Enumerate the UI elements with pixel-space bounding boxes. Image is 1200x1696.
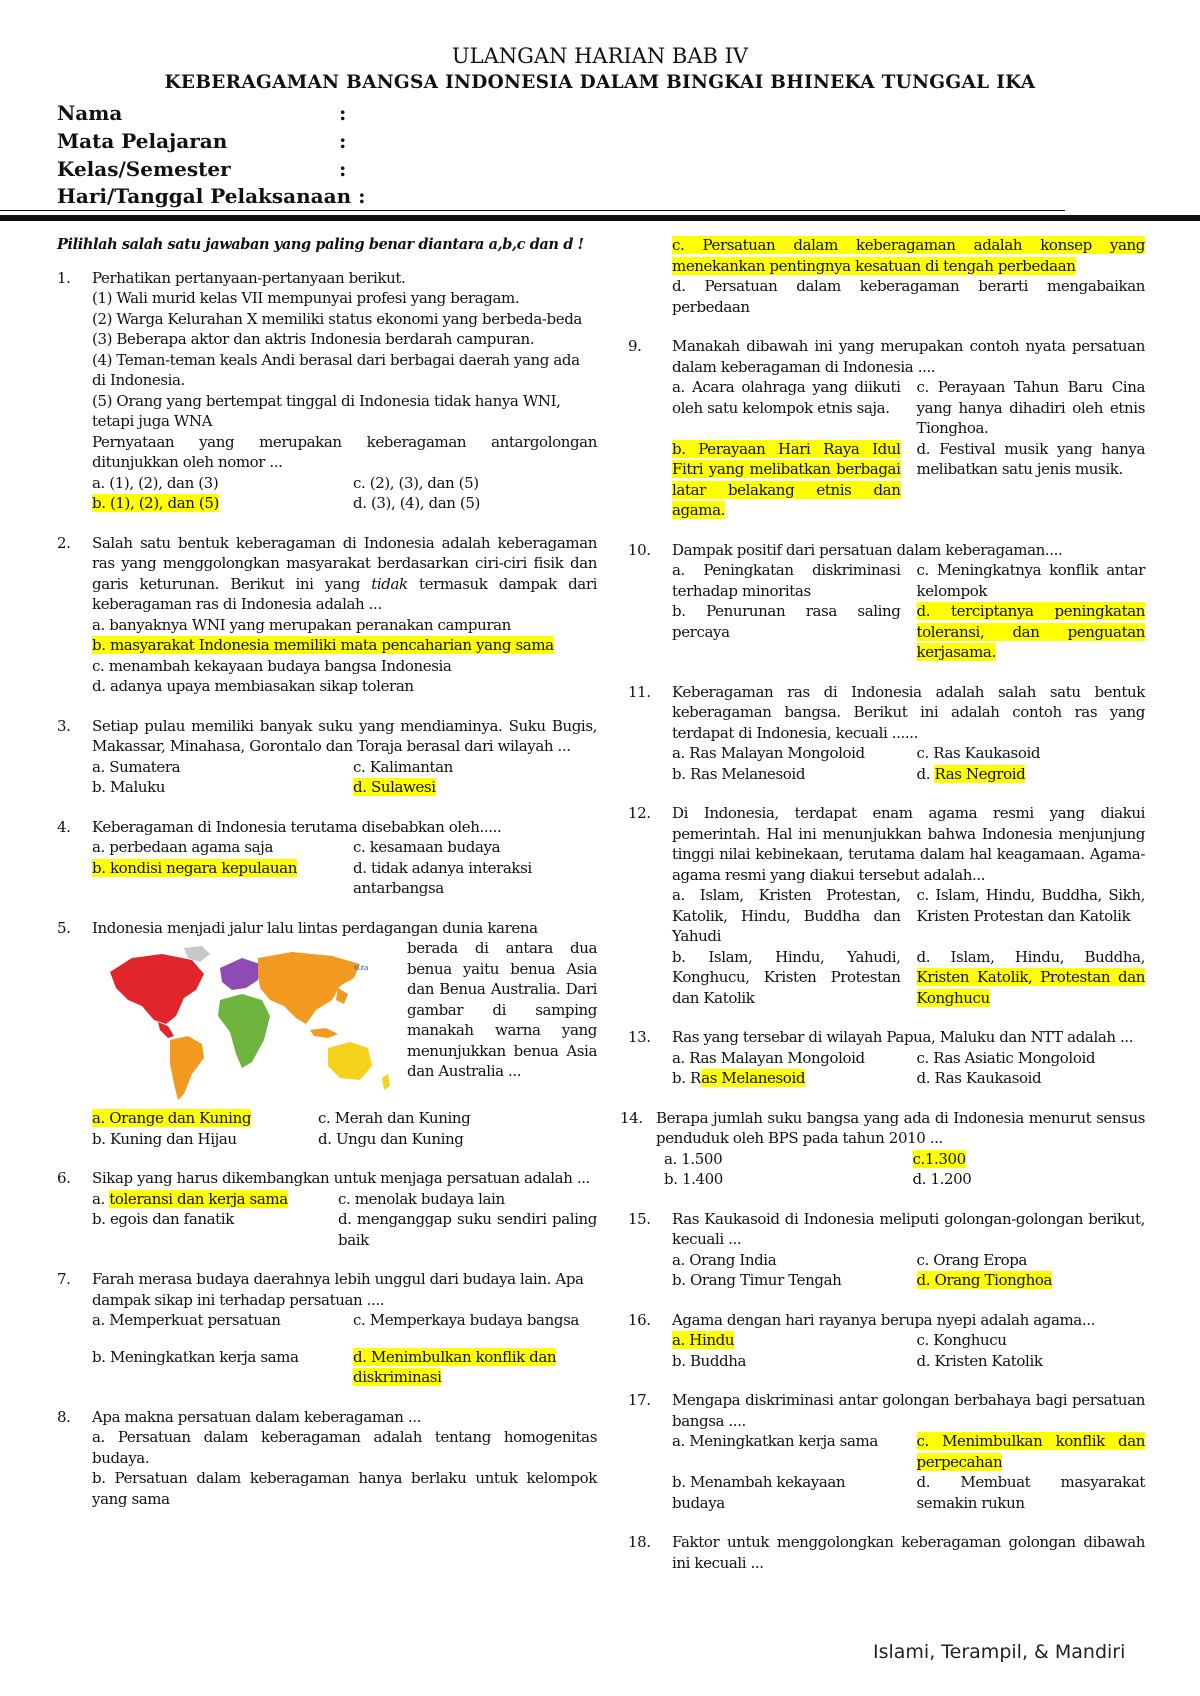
field-label: Mata Pelajaran [57, 129, 228, 153]
question-text: berada di antara dua benua yaitu benua Asia dan Benua Australia. Dari gambar di samping manakah warna yang menunjukkan benua Asia dan Australia ... [407, 939, 597, 1080]
highlighted-answer: b. Perayaan Hari Raya Idul Fitri yang melibatkan berbagai latar belakang etnis dan agama. [672, 439, 901, 519]
question-13 [628, 1027, 1145, 1089]
question-8 [57, 1407, 597, 1510]
option-c[interactable]: c. Perayaan Tahun Baru Cina yang hanya dihadiri oleh etnis Tionghoa. [916, 378, 1145, 437]
option-a[interactable]: a. (1), (2), dan (3) [92, 473, 219, 492]
highlighted-answer: b. kondisi negara kepulauan [92, 858, 297, 877]
map-label: Kuta [354, 964, 369, 972]
option-a[interactable]: a. banyaknya WNI yang merupakan peranakan campuran [92, 615, 511, 634]
highlighted-answer: d. terciptanya peningkatan toleransi, dan penguatan kerjasama. [916, 602, 1145, 661]
europe [220, 958, 260, 990]
question-text: Keberagaman di Indonesia terutama disebabkan oleh..... [92, 817, 502, 836]
answer-options [92, 1189, 597, 1251]
central-america [158, 1022, 174, 1038]
field-label: Kelas/Semester [57, 157, 231, 181]
question-number: 11. [628, 682, 651, 701]
highlighted-answer: Kristen Katolik, Protestan dan Konghucu [916, 968, 1145, 1007]
north-america [110, 954, 204, 1024]
answer-options [656, 1149, 1145, 1190]
question-7 [57, 1269, 597, 1388]
option-a[interactable]: a. Acara olahraga yang diikuti oleh satu kelompok etnis saja. [672, 378, 901, 417]
question-text-part: termasuk dampak dari keberagaman ras di Indonesia adalah ... [92, 574, 597, 613]
question-number: 8. [57, 1407, 71, 1426]
highlighted-answer: Ras Negroid [934, 764, 1026, 783]
option-d[interactable]: d. Membuat masyarakat semakin rukun [916, 1473, 1145, 1512]
question-number: 10. [628, 540, 651, 559]
world-map-image [92, 944, 397, 1104]
option-prefix: d. [916, 764, 935, 783]
option-b[interactable]: b. Penurunan rasa saling percaya [672, 602, 901, 641]
question-text: Keberagaman ras di Indonesia adalah salah satu bentuk keberagaman bangsa. Berikut ini adalah contoh ras yang terdapat di Indonesia, kecuali ...... [672, 682, 1145, 742]
indonesia [310, 1028, 338, 1038]
option-b[interactable]: b. Persatuan dalam keberagaman hanya berlaku untuk kelompok yang sama [92, 1469, 597, 1508]
highlighted-answer: d. Menimbulkan konflik dan diskriminasi [353, 1347, 557, 1386]
option-a[interactable] [92, 1189, 322, 1210]
question-text: Sikap yang harus dikembangkan untuk menjaga persatuan adalah ... [92, 1169, 590, 1187]
field-label: Nama [57, 101, 123, 125]
question-number: 5. [57, 918, 71, 937]
option-c[interactable]: c. Konghucu [916, 1331, 1007, 1349]
question-5 [57, 918, 597, 1150]
option-a[interactable] [92, 1108, 302, 1129]
option-b[interactable] [92, 635, 597, 656]
question-14 [620, 1108, 1145, 1190]
header-divider-thin [0, 210, 1065, 211]
question-number: 7. [57, 1270, 71, 1288]
question-line: (2) Warga Kelurahan X memiliki status ekonomi yang berbeda-beda [92, 309, 582, 328]
question-text: Di Indonesia, terdapat enam agama resmi yang diakui pemerintah. Hal ini menunjukkan bahwa Indonesia menjunjung tinggi nilai kebinekaan, terutama dalam hal keagamaan. Agama-agama resmi yang diakui tersebut adalah... [672, 804, 1145, 884]
option-b[interactable]: b. egois dan fanatik [92, 1210, 234, 1228]
option-c[interactable]: c. Merah dan Kuning [318, 1109, 471, 1127]
question-10 [628, 540, 1145, 663]
option-b[interactable]: b. Menambah kekayaan budaya [672, 1473, 846, 1512]
option-b[interactable]: b. 1.400 [664, 1170, 723, 1188]
question-text: Ras yang tersebar di wilayah Papua, Maluku dan NTT adalah ... [672, 1028, 1134, 1046]
highlighted-answer: toleransi dan kerja sama [109, 1189, 288, 1208]
option-d[interactable] [917, 1270, 1146, 1291]
question-number: 12. [628, 804, 651, 822]
option-d[interactable] [353, 777, 597, 798]
option-b[interactable]: b. Maluku [92, 778, 166, 796]
option-d[interactable]: d. Ungu dan Kuning [318, 1129, 464, 1148]
question-text: Apa makna persatuan dalam keberagaman ... [92, 1407, 422, 1426]
option-prefix: d. Islam, Hindu, Buddha, [916, 947, 1145, 966]
option-d[interactable] [917, 947, 1146, 1009]
highlighted-answer: d. Orang Tionghoa [916, 1271, 1053, 1289]
question-text: Indonesia menjadi jalur lalu lintas perdagangan dunia karena [92, 918, 538, 937]
option-b[interactable] [92, 858, 337, 899]
answer-options [672, 560, 1145, 663]
question-15 [628, 1209, 1145, 1291]
highlighted-answer: a. Orange dan Kuning [92, 1109, 252, 1127]
question-number: 18. [628, 1533, 651, 1551]
question-number: 16. [628, 1310, 651, 1329]
question-text: Faktor untuk menggolongkan keberagaman golongan dibawah ini kecuali ... [672, 1533, 1145, 1572]
asia [258, 952, 360, 1024]
question-2 [57, 533, 597, 697]
highlighted-answer: a. Hindu [672, 1331, 735, 1349]
question-number: 13. [628, 1028, 651, 1046]
highlighted-answer: c.1.300 [912, 1149, 966, 1168]
option-b[interactable]: b. Kuning dan Hijau [92, 1129, 237, 1148]
option-a[interactable]: a. Orang India [672, 1250, 777, 1269]
exam-subtitle: KEBERAGAMAN BANGSA INDONESIA DALAM BINGKAI BHINEKA TUNGGAL IKA [164, 72, 1036, 93]
option-b[interactable]: b. Islam, Hindu, Yahudi, Konghucu, Kristen Protestan dan Katolik [672, 947, 901, 1007]
question-number: 17. [628, 1391, 651, 1409]
option-d[interactable]: d. Kristen Katolik [916, 1351, 1043, 1370]
question-1 [57, 268, 597, 514]
question-3 [57, 716, 597, 798]
question-number: 6. [57, 1169, 71, 1187]
header-divider [0, 215, 1200, 221]
option-d[interactable] [353, 1347, 597, 1388]
question-text: Setiap pulau memiliki banyak suku yang mendiaminya. Suku Bugis, Makassar, Minahasa, Gorontalo dan Toraja berasal dari wilayah ... [92, 716, 597, 755]
option-d[interactable]: d. Persatuan dalam keberagaman berarti mengabaikan perbedaan [672, 277, 1145, 316]
question-text: Agama dengan hari rayanya berupa nyepi adalah agama... [672, 1310, 1095, 1329]
question-number: 3. [57, 716, 71, 735]
option-d[interactable]: d. tidak adanya interaksi antarbangsa [353, 858, 532, 897]
answer-options [92, 473, 597, 514]
right-column [620, 235, 1145, 1592]
option-c[interactable]: c. Orang Eropa [916, 1250, 1027, 1269]
question-number: 14. [620, 1108, 643, 1127]
option-c[interactable] [917, 1431, 1146, 1472]
option-a[interactable]: a. Meningkatkan kerja sama [672, 1432, 878, 1450]
answer-options [672, 377, 1145, 521]
instruction: Pilihlah salah satu jawaban yang paling benar diantara a,b,c dan d ! [57, 236, 584, 253]
option-b[interactable]: b. Orang Timur Tengah [672, 1271, 842, 1289]
option-c[interactable]: c. Kalimantan [353, 757, 453, 776]
answer-options [672, 885, 1145, 1008]
field-label: Hari/Tanggal Pelaksanaan : [57, 184, 366, 208]
left-column [57, 235, 597, 1528]
option-a[interactable]: a. Sumatera [92, 757, 181, 776]
option-a[interactable]: a. Ras Malayan Mongoloid [672, 744, 865, 762]
question-number: 4. [57, 817, 71, 836]
question-text: Dampak positif dari persatuan dalam keberagaman.... [672, 540, 1063, 559]
question-8-continued [628, 235, 1145, 317]
question-number: 15. [628, 1209, 651, 1228]
question-line: (1) Wali murid kelas VII mempunyai profesi yang beragam. [92, 289, 520, 307]
highlighted-answer: c. Persatuan dalam keberagaman adalah konsep yang menekankan pentingnya kesatuan di tengah perbedaan [672, 236, 1145, 275]
highlighted-answer: c. Menimbulkan konflik dan perpecahan [916, 1432, 1145, 1471]
option-b[interactable]: b. Buddha [672, 1351, 747, 1370]
option-c[interactable]: c. menolak budaya lain [338, 1189, 505, 1208]
answer-options [672, 743, 1145, 784]
option-a[interactable]: a. Peningkatan diskriminasi terhadap minoritas [672, 561, 901, 600]
option-a[interactable]: a. 1.500 [664, 1149, 723, 1168]
field-colon: : [339, 129, 347, 153]
option-b[interactable] [92, 493, 337, 514]
option-c[interactable] [672, 235, 1145, 276]
question-line: Pernyataan yang merupakan keberagaman antargolongan ditunjukkan oleh nomor ... [92, 432, 597, 471]
option-c[interactable]: c. Ras Asiatic Mongoloid [916, 1048, 1096, 1067]
africa [218, 994, 270, 1068]
option-b[interactable] [672, 1068, 901, 1089]
option-c[interactable]: c. Islam, Hindu, Buddha, Sikh, Kristen Protestan dan Katolik [916, 886, 1145, 925]
field-colon: : [339, 101, 347, 125]
option-a[interactable]: a. Persatuan dalam keberagaman adalah tentang homogenitas budaya. [92, 1428, 597, 1467]
question-text: Manakah dibawah ini yang merupakan contoh nyata persatuan dalam keberagaman di Indonesia .... [672, 337, 1145, 376]
question-line: (4) Teman-teman keals Andi berasal dari berbagai daerah yang ada di Indonesia. [92, 350, 580, 389]
answer-options [672, 1431, 1145, 1513]
field-colon: : [339, 157, 347, 181]
question-text [92, 533, 597, 615]
option-c[interactable]: c. Ras Kaukasoid [916, 744, 1041, 762]
option-d[interactable]: d. 1.200 [912, 1170, 972, 1188]
highlighted-answer: b. masyarakat Indonesia memiliki mata pencaharian yang sama [92, 636, 554, 654]
question-line: (5) Orang yang bertempat tinggal di Indonesia tidak hanya WNI, tetapi juga WNA [92, 391, 561, 430]
question-6 [57, 1168, 597, 1250]
question-text: Ras Kaukasoid di Indonesia meliputi golongan-golongan berikut, kecuali ... [672, 1209, 1145, 1248]
option-c[interactable] [913, 1149, 1146, 1170]
question-line: Perhatikan pertanyaan-pertanyaan berikut. [92, 268, 406, 287]
question-18 [628, 1532, 1145, 1573]
question-text-part: Salah satu bentuk keberagaman di Indonesia adalah keberagaman ras yang menggolongkan masyarakat berdasarkan ciri-ciri fisik dan garis keturunan. Berikut ini yang [92, 533, 597, 593]
question-number: 2. [57, 533, 71, 552]
new-zealand [382, 1074, 390, 1090]
option-d[interactable]: d. adanya upaya membiasakan sikap toleran [92, 677, 414, 695]
field-hari-tanggal [57, 184, 365, 208]
question-text: Farah merasa budaya daerahnya lebih unggul dari budaya lain. Apa dampak sikap ini terhadap persatuan .... [92, 1270, 584, 1309]
option-a[interactable]: a. Memperkuat persatuan [92, 1311, 281, 1329]
south-america [170, 1036, 204, 1100]
option-a[interactable]: a. perbedaan agama saja [92, 838, 273, 856]
question-number: 1. [57, 268, 71, 287]
question-text: Mengapa diskriminasi antar golongan berbahaya bagi persatuan bangsa .... [672, 1391, 1145, 1430]
option-prefix: a. [92, 1189, 110, 1208]
highlighted-answer: b. (1), (2), dan (5) [92, 494, 219, 512]
question-16 [628, 1310, 1145, 1372]
option-c[interactable]: c. menambah kekayaan budaya bangsa Indonesia [92, 656, 452, 675]
highlighted-answer: d. Sulawesi [353, 778, 436, 796]
option-d[interactable] [917, 764, 1146, 785]
footer-motto: Islami, Terampil, & Mandiri [873, 1641, 1126, 1663]
option-d[interactable]: d. Ras Kaukasoid [916, 1069, 1042, 1087]
field-nama [57, 101, 347, 125]
highlighted-answer: as Melanesoid [701, 1069, 806, 1087]
option-c[interactable]: c. Memperkaya budaya bangsa [353, 1311, 579, 1329]
answer-options [92, 1108, 597, 1149]
question-number: 9. [628, 337, 642, 355]
field-kelas [57, 157, 347, 181]
option-c[interactable]: c. kesamaan budaya [353, 838, 501, 856]
option-prefix: b. R [672, 1069, 702, 1087]
question-12 [628, 803, 1145, 1008]
exam-title: ULANGAN HARIAN BAB IV [451, 44, 749, 68]
answer-options [672, 1330, 1145, 1371]
option-d[interactable]: d. (3), (4), dan (5) [353, 494, 480, 512]
option-c[interactable]: c. (2), (3), dan (5) [353, 473, 479, 492]
answer-options [672, 1048, 1145, 1089]
option-d[interactable]: d. menganggap suku sendiri paling baik [338, 1210, 597, 1249]
option-b[interactable]: b. Meningkatkan kerja sama [92, 1347, 299, 1366]
asia-east [336, 988, 348, 1004]
emphasis: tidak [371, 574, 408, 593]
option-a[interactable]: a. Islam, Kristen Protestan, Katolik, Hindu, Buddha dan Yahudi [672, 886, 901, 945]
answer-options [92, 757, 597, 798]
option-d[interactable]: d. Festival musik yang hanya melibatkan satu jenis musik. [916, 439, 1145, 478]
question-4 [57, 817, 597, 899]
option-a[interactable] [672, 1330, 901, 1351]
question-line: (3) Beberapa aktor dan aktris Indonesia berdarah campuran. [92, 330, 535, 348]
question-9 [628, 336, 1145, 521]
question-text: Berapa jumlah suku bangsa yang ada di Indonesia menurut sensus penduduk oleh BPS pada tahun 2010 ... [656, 1108, 1145, 1147]
australia [328, 1042, 372, 1080]
option-b[interactable] [672, 439, 901, 521]
answer-options [92, 837, 597, 899]
question-11 [628, 682, 1145, 785]
field-mata-pelajaran [57, 129, 347, 153]
option-b[interactable]: b. Ras Melanesoid [672, 764, 806, 783]
question-17 [628, 1390, 1145, 1513]
answer-options [92, 1310, 597, 1388]
option-a[interactable]: a. Ras Malayan Mongoloid [672, 1048, 865, 1067]
answer-options [672, 1250, 1145, 1291]
option-d[interactable] [917, 601, 1146, 663]
option-c[interactable]: c. Meningkatnya konflik antar kelompok [916, 561, 1145, 600]
